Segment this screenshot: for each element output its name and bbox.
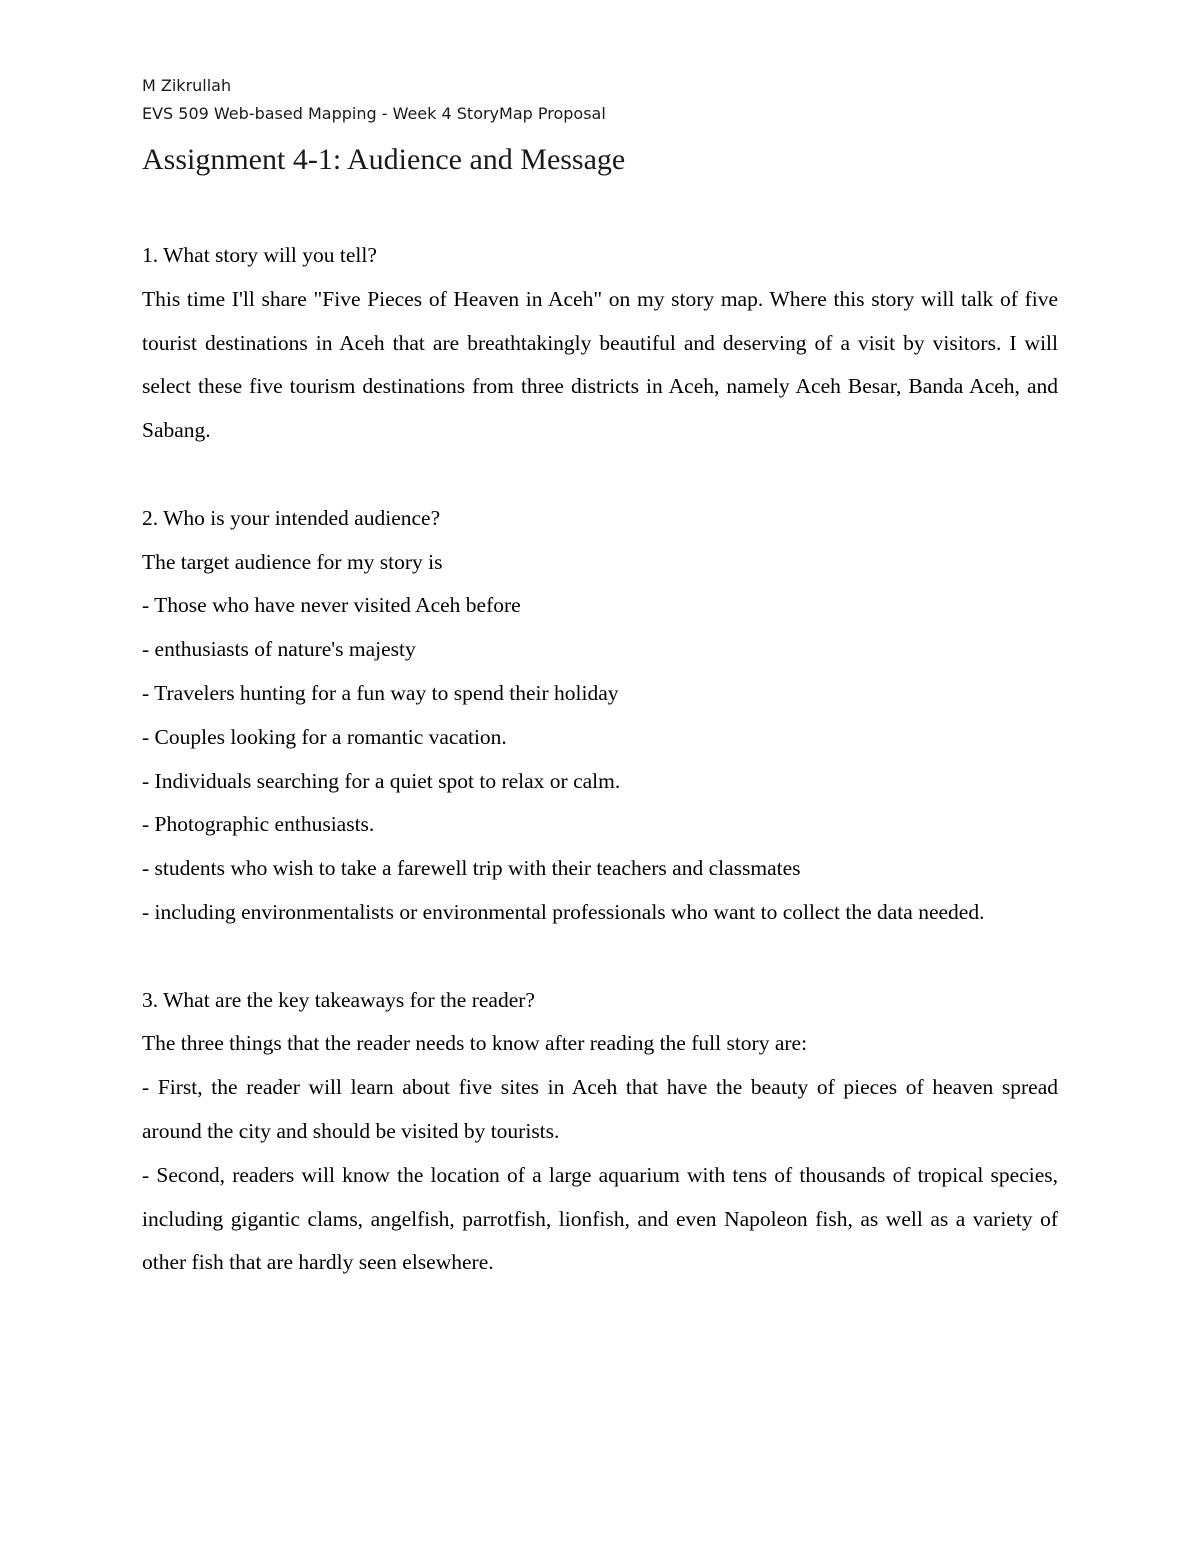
audience-item: - including environmentalists or environmental professionals who want to collect the data needed. bbox=[142, 899, 985, 924]
audience-item: - Those who have never visited Aceh before bbox=[142, 593, 521, 618]
question-1: 1. What story will you tell? bbox=[142, 243, 377, 267]
audience-item: - enthusiasts of nature's majesty bbox=[142, 637, 416, 662]
audience-item: - Individuals searching for a quiet spot to relax or calm. bbox=[142, 768, 621, 793]
question-2: 2. Who is your intended audience? bbox=[142, 505, 441, 530]
section-gap bbox=[142, 935, 1058, 979]
audience-item: - students who wish to take a farewell trip with their teachers and classmates bbox=[142, 856, 801, 881]
document-body bbox=[142, 234, 1058, 1285]
assignment-title: Assignment 4-1: Audience and Message bbox=[142, 143, 626, 176]
takeaway-item: - Second, readers will know the location of a large aquarium with tens of thousands of tropical species, including gigantic clams, angelfish, parrotfish, lionfish, and even Napoleon fish, as well as a variety of other fish that are hardly seen elsewhere. bbox=[142, 1162, 1058, 1275]
answer-1: This time I'll share "Five Pieces of Heaven in Aceh" on my story map. Where this story will talk of five tourist destinations in Aceh that are breathtakingly beautiful and deserving of a visit by visitors. I will select these five tourism destinations from three districts in Aceh, namely Aceh Besar, Banda Aceh, and Sabang. bbox=[142, 286, 1058, 443]
takeaways-intro: The three things that the reader needs to know after reading the full story are: bbox=[142, 1031, 808, 1056]
audience-intro: The target audience for my story is bbox=[142, 549, 443, 574]
section-gap bbox=[142, 453, 1058, 497]
question-3: 3. What are the key takeaways for the reader? bbox=[142, 987, 535, 1012]
author-name: M Zikrullah bbox=[142, 76, 232, 95]
document-header bbox=[142, 72, 1062, 128]
takeaway-item: - First, the reader will learn about five sites in Aceh that have the beauty of pieces of heaven spread around the city and should be visited by tourists. bbox=[142, 1075, 1058, 1143]
audience-item: - Couples looking for a romantic vacation. bbox=[142, 724, 507, 749]
audience-item: - Photographic enthusiasts. bbox=[142, 812, 375, 837]
course-line: EVS 509 Web-based Mapping - Week 4 StoryMap Proposal bbox=[142, 104, 606, 123]
audience-item: - Travelers hunting for a fun way to spend their holiday bbox=[142, 680, 619, 705]
